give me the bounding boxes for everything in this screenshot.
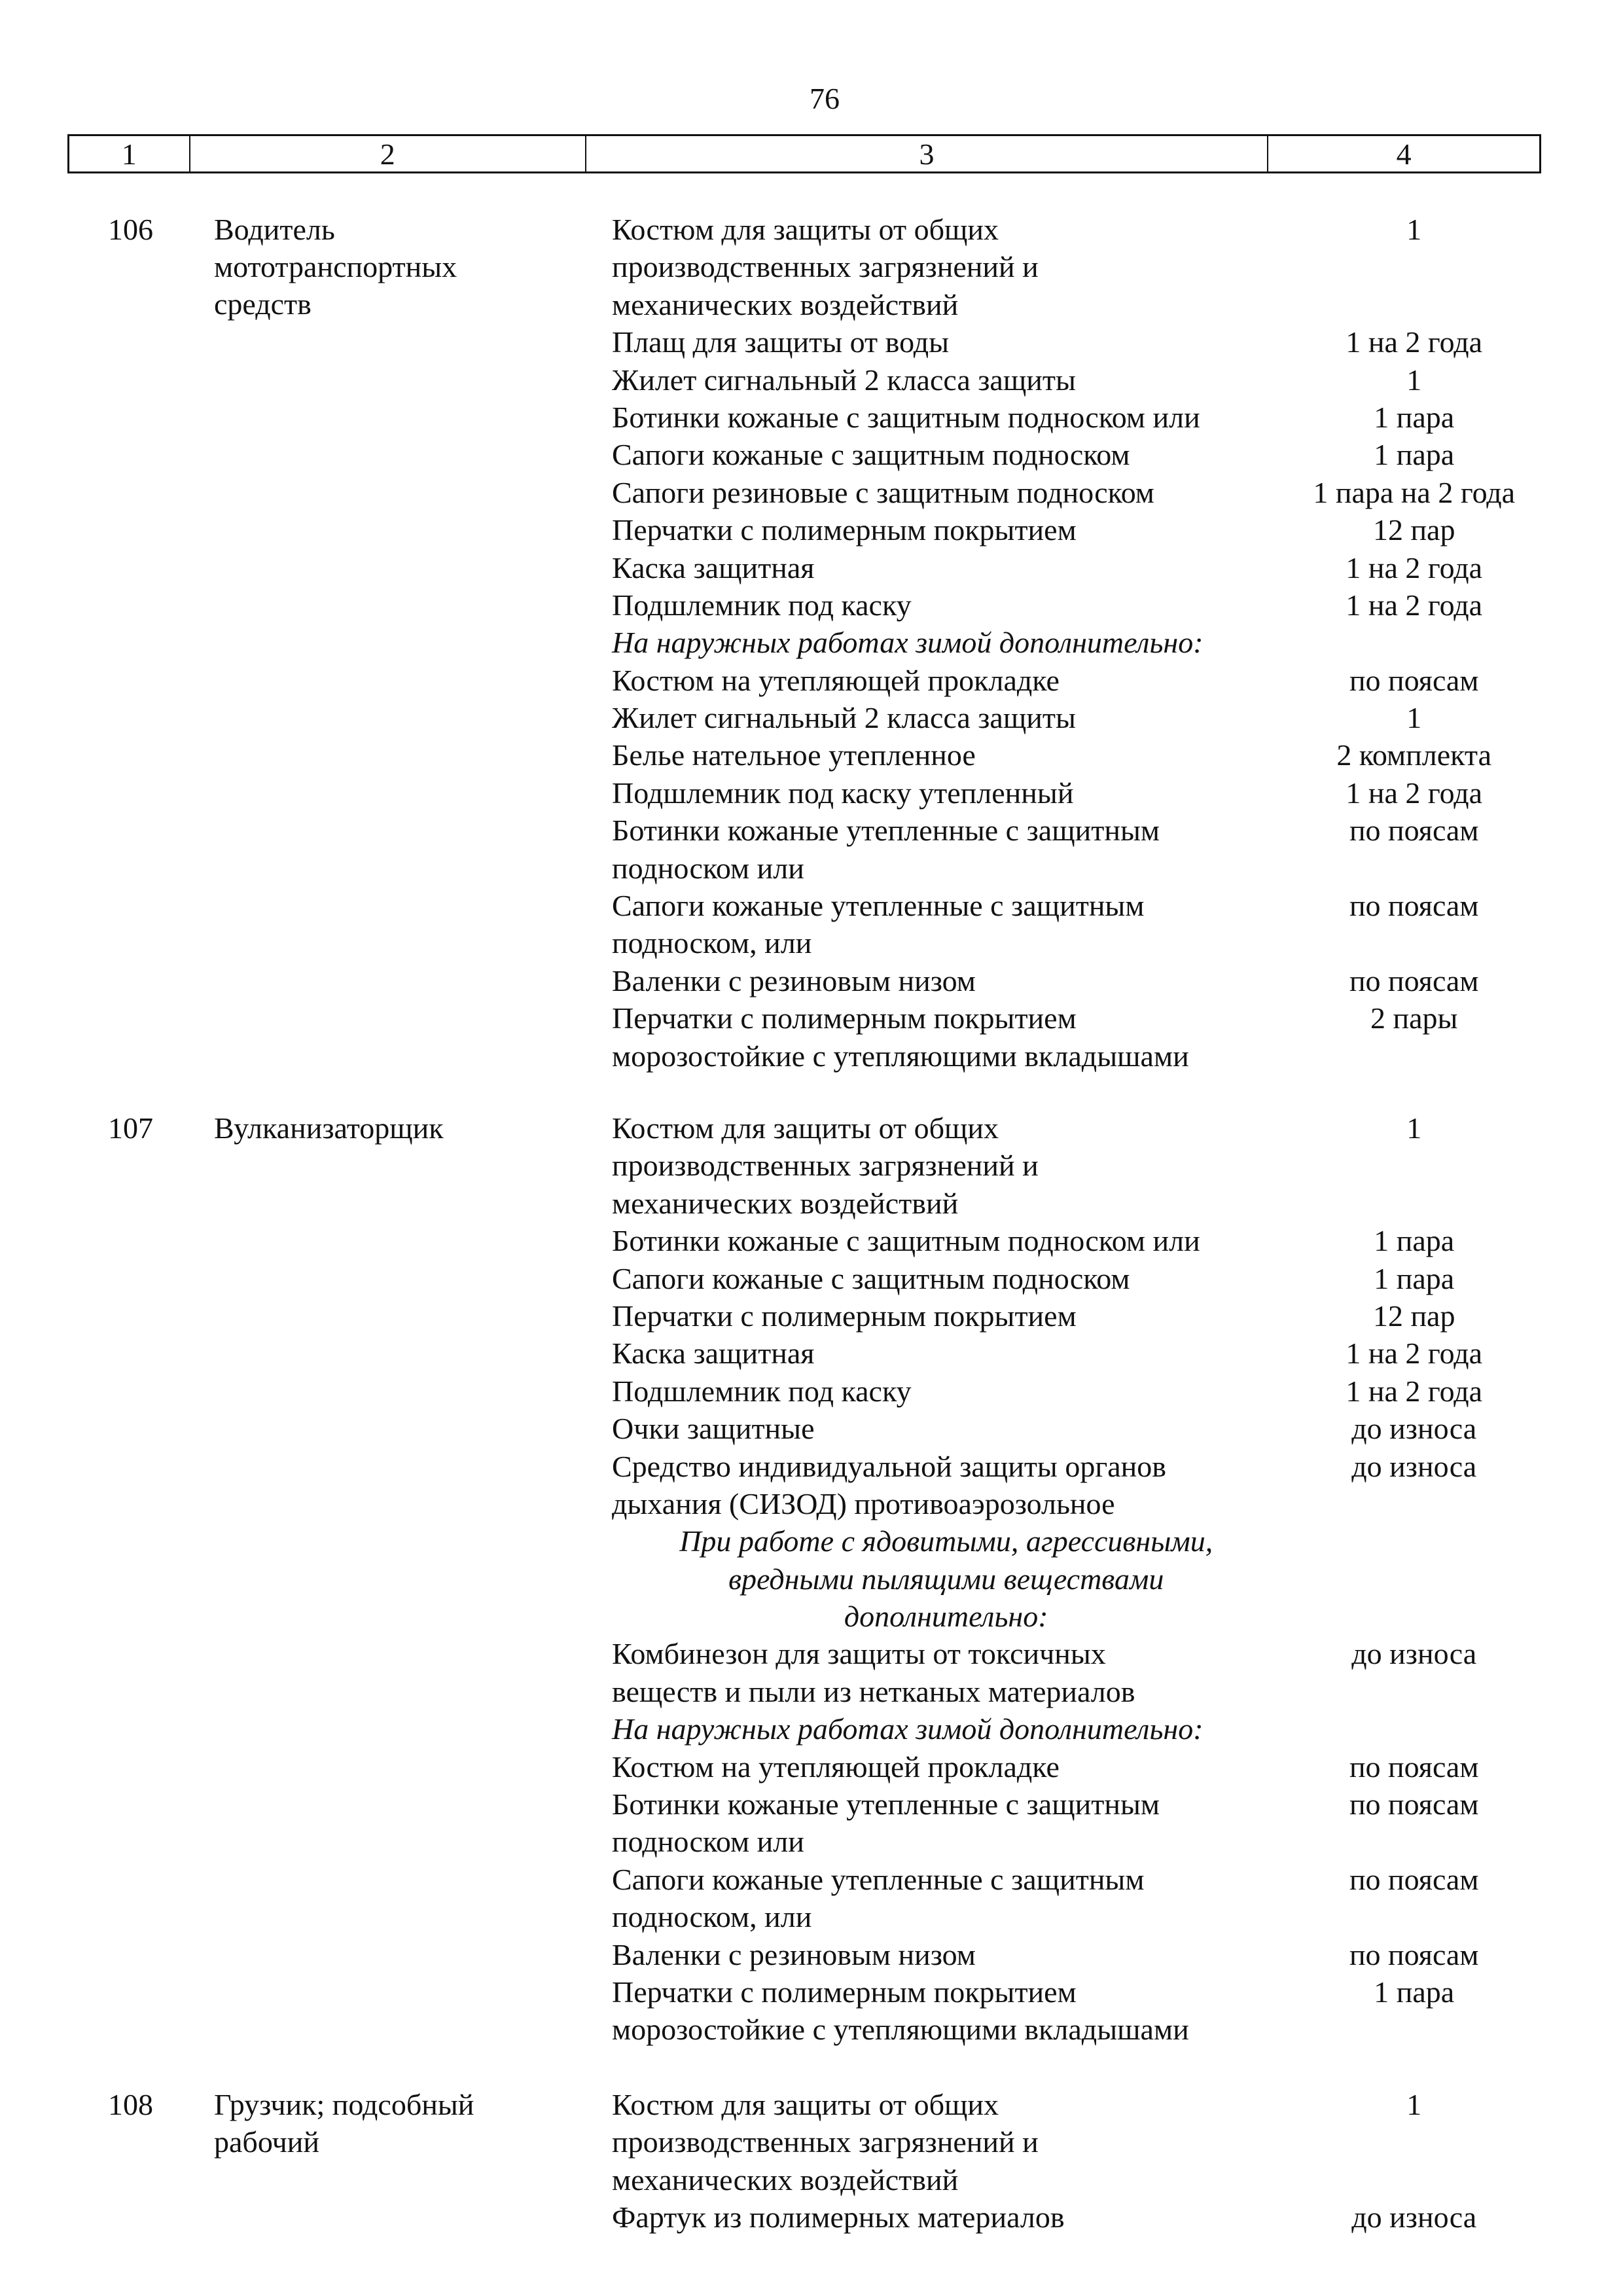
ppe-quantity: по поясам xyxy=(1349,889,1479,923)
ppe-description: Перчатки с полимерным покрытием xyxy=(612,1299,1077,1333)
ppe-line xyxy=(612,1560,1548,1598)
ppe-description: механических воздействий xyxy=(612,2162,959,2197)
ppe-line xyxy=(612,999,1548,1037)
ppe-description: подноском, или xyxy=(612,926,812,960)
ppe-description: Ботинки кожаные утепленные с защитным xyxy=(612,1787,1160,1821)
ppe-quantity: 1 xyxy=(1406,213,1422,246)
ppe-line xyxy=(612,2086,1548,2123)
ppe-description: Ботинки кожаные утепленные с защитным xyxy=(612,814,1160,848)
ppe-description: Перчатки с полимерным покрытием xyxy=(612,1975,1077,2009)
ppe-line xyxy=(612,1147,1548,1184)
ppe-description: Сапоги кожаные с защитным подноском xyxy=(612,438,1130,472)
ppe-quantity xyxy=(1280,1485,1548,1522)
ppe-quantity: 2 пары xyxy=(1370,1001,1458,1035)
ppe-quantity xyxy=(1280,1598,1548,1635)
ppe-quantity xyxy=(1280,1560,1548,1598)
ppe-quantity: 1 xyxy=(1406,701,1422,735)
ppe-line xyxy=(612,2198,1548,2236)
ppe-line xyxy=(612,962,1548,999)
ppe-line xyxy=(612,1335,1548,1372)
ppe-description: подноском или xyxy=(612,1825,804,1859)
ppe-quantity: 1 на 2 года xyxy=(1346,776,1483,810)
ppe-quantity xyxy=(1280,2123,1548,2161)
ppe-line xyxy=(612,1222,1548,1259)
ppe-description: Жилет сигнальный 2 класса защиты xyxy=(612,701,1076,735)
ppe-quantity: до износа xyxy=(1351,1412,1477,1446)
ppe-description: На наружных работах зимой дополнительно: xyxy=(612,1712,1204,1746)
ppe-line xyxy=(612,924,1548,961)
ppe-line xyxy=(612,1185,1548,1222)
ppe-line xyxy=(612,1037,1548,1075)
ppe-description: Жилет сигнальный 2 класса защиты xyxy=(612,363,1076,397)
ppe-quantity xyxy=(1280,624,1548,661)
ppe-description: Подшлемник под каску xyxy=(612,588,912,622)
ppe-quantity: до износа xyxy=(1351,1449,1477,1483)
ppe-description: производственных загрязнений и xyxy=(612,2125,1039,2159)
ppe-line xyxy=(612,1109,1548,1147)
ppe-quantity: 1 пара xyxy=(1374,438,1455,472)
ppe-description: Каска защитная xyxy=(612,1336,815,1371)
ppe-description: Сапоги кожаные с защитным подноском xyxy=(612,1261,1130,1295)
ppe-line xyxy=(612,1973,1548,2011)
job-title-line: Водитель xyxy=(214,213,335,246)
ppe-line xyxy=(612,1936,1548,1973)
ppe-description: Валенки с резиновым низом xyxy=(612,963,976,997)
ppe-quantity xyxy=(1280,1185,1548,1222)
ppe-quantity: по поясам xyxy=(1349,963,1479,997)
ppe-quantity: 1 xyxy=(1406,2088,1422,2121)
ppe-quantity: по поясам xyxy=(1349,1787,1479,1821)
ppe-quantity: 1 на 2 года xyxy=(1346,550,1483,584)
ppe-line xyxy=(612,1485,1548,1522)
ppe-quantity: 1 пара xyxy=(1374,1224,1455,1258)
ppe-line xyxy=(612,2011,1548,2048)
row-number: 108 xyxy=(108,2088,153,2121)
ppe-description: Перчатки с полимерным покрытием xyxy=(612,513,1077,547)
ppe-line xyxy=(612,1861,1548,1898)
ppe-line xyxy=(612,1522,1548,1560)
ppe-quantity xyxy=(1280,1673,1548,1710)
ppe-quantity: 1 на 2 года xyxy=(1346,1336,1483,1371)
ppe-line xyxy=(612,624,1548,661)
ppe-line xyxy=(612,2123,1548,2161)
ppe-line xyxy=(612,211,1548,248)
ppe-line xyxy=(612,248,1548,285)
ppe-line xyxy=(612,850,1548,887)
ppe-description: дополнительно: xyxy=(844,1600,1048,1634)
ppe-description: Подшлемник под каску утепленный xyxy=(612,776,1074,810)
ppe-line xyxy=(612,511,1548,548)
ppe-quantity xyxy=(1280,1147,1548,1184)
ppe-line xyxy=(612,1748,1548,1785)
ppe-line xyxy=(612,323,1548,361)
ppe-description: Ботинки кожаные с защитным подноском или xyxy=(612,400,1200,434)
header-col-3: 3 xyxy=(586,136,1268,171)
ppe-description: механических воздействий xyxy=(612,287,959,321)
ppe-quantity xyxy=(1280,1710,1548,1748)
ppe-line xyxy=(612,699,1548,736)
ppe-quantity xyxy=(1280,286,1548,323)
ppe-description: производственных загрязнений и xyxy=(612,250,1039,284)
ppe-description: Перчатки с полимерным покрытием xyxy=(612,1001,1077,1035)
ppe-description: Фартук из полимерных материалов xyxy=(612,2200,1065,2234)
ppe-quantity: 1 на 2 года xyxy=(1346,325,1483,359)
ppe-quantity: до износа xyxy=(1351,1637,1477,1671)
ppe-quantity: по поясам xyxy=(1349,1749,1479,1784)
ppe-line xyxy=(612,474,1548,511)
header-col-4: 4 xyxy=(1396,137,1412,171)
ppe-description: Костюм для защиты от общих xyxy=(612,1111,999,1145)
ppe-items xyxy=(612,2086,1548,2236)
ppe-line xyxy=(612,1297,1548,1335)
ppe-description: Костюм на утепляющей прокладке xyxy=(612,663,1060,697)
ppe-line xyxy=(612,1410,1548,1447)
ppe-description: веществ и пыли из нетканых материалов xyxy=(612,1674,1135,1708)
ppe-line xyxy=(612,1635,1548,1672)
ppe-line xyxy=(612,1823,1548,1860)
ppe-description: Плащ для защиты от воды xyxy=(612,325,950,359)
ppe-line xyxy=(612,1785,1548,1823)
ppe-line xyxy=(612,1448,1548,1485)
ppe-quantity: 2 комплекта xyxy=(1336,738,1491,772)
ppe-line xyxy=(612,1260,1548,1297)
ppe-description: вредными пылящими веществами xyxy=(728,1562,1164,1596)
ppe-quantity: 12 пар xyxy=(1372,1299,1455,1333)
job-title-line: Грузчик; подсобный xyxy=(214,2088,474,2121)
ppe-description: Белье нательное утепленное xyxy=(612,738,976,772)
ppe-items xyxy=(612,211,1548,1075)
job-title-line: рабочий xyxy=(214,2125,319,2159)
ppe-quantity xyxy=(1280,1823,1548,1860)
ppe-quantity: 1 пара на 2 года xyxy=(1313,475,1516,509)
ppe-line xyxy=(612,286,1548,323)
ppe-description: Ботинки кожаные с защитным подноском или xyxy=(612,1224,1200,1258)
ppe-quantity xyxy=(1280,924,1548,961)
ppe-quantity xyxy=(1280,1522,1548,1560)
ppe-line xyxy=(612,812,1548,849)
ppe-quantity xyxy=(1280,1037,1548,1075)
job-title-line: мототранспортных xyxy=(214,250,457,283)
ppe-quantity xyxy=(1280,850,1548,887)
ppe-description: При работе с ядовитыми, агрессивными, xyxy=(679,1524,1213,1558)
ppe-description: Очки защитные xyxy=(612,1412,815,1446)
ppe-line xyxy=(612,662,1548,699)
ppe-line xyxy=(612,361,1548,399)
ppe-description: Костюм для защиты от общих xyxy=(612,2088,999,2121)
ppe-quantity: по поясам xyxy=(1349,814,1479,848)
job-title xyxy=(214,2086,580,2161)
ppe-line xyxy=(612,436,1548,473)
header-col-2: 2 xyxy=(190,136,586,171)
ppe-line xyxy=(612,774,1548,812)
ppe-line xyxy=(612,1673,1548,1710)
ppe-quantity: 12 пар xyxy=(1372,513,1455,547)
ppe-description: Костюм для защиты от общих xyxy=(612,213,999,246)
table-header-row xyxy=(67,134,1541,173)
ppe-description: морозостойкие с утепляющими вкладышами xyxy=(612,1039,1189,1073)
ppe-description: Валенки с резиновым низом xyxy=(612,1937,976,1971)
ppe-description: Сапоги кожаные утепленные с защитным xyxy=(612,889,1145,923)
ppe-line xyxy=(612,1598,1548,1635)
ppe-quantity: 1 xyxy=(1406,363,1422,397)
ppe-line xyxy=(612,549,1548,586)
ppe-description: На наружных работах зимой дополнительно: xyxy=(612,626,1204,660)
ppe-description: Средство индивидуальной защиты органов xyxy=(612,1449,1166,1483)
ppe-quantity: по поясам xyxy=(1349,1937,1479,1971)
ppe-line xyxy=(612,1710,1548,1748)
ppe-quantity: до износа xyxy=(1351,2200,1477,2234)
row-number: 107 xyxy=(108,1111,153,1145)
page-number: 76 xyxy=(810,82,840,115)
ppe-description: механических воздействий xyxy=(612,1186,959,1220)
ppe-quantity xyxy=(1280,2011,1548,2048)
ppe-description: подноском, или xyxy=(612,1900,812,1934)
ppe-quantity: 1 на 2 года xyxy=(1346,1374,1483,1408)
job-title xyxy=(214,1109,580,1147)
ppe-quantity: по поясам xyxy=(1349,663,1479,697)
job-title xyxy=(214,211,580,323)
ppe-line xyxy=(612,2161,1548,2198)
ppe-quantity xyxy=(1280,248,1548,285)
ppe-line xyxy=(612,586,1548,624)
ppe-line xyxy=(612,1372,1548,1410)
ppe-items xyxy=(612,1109,1548,2049)
ppe-description: Сапоги кожаные утепленные с защитным xyxy=(612,1862,1145,1896)
ppe-description: Каска защитная xyxy=(612,550,815,584)
ppe-quantity xyxy=(1280,2161,1548,2198)
ppe-quantity: 1 на 2 года xyxy=(1346,588,1483,622)
ppe-description: Костюм на утепляющей прокладке xyxy=(612,1749,1060,1784)
ppe-quantity: 1 пара xyxy=(1374,400,1455,434)
ppe-description: Сапоги резиновые с защитным подноском xyxy=(612,475,1154,509)
row-number: 106 xyxy=(108,213,153,246)
job-title-line: Вулканизаторщик xyxy=(214,1111,444,1145)
ppe-line xyxy=(612,1898,1548,1935)
ppe-quantity: 1 xyxy=(1406,1111,1422,1145)
ppe-description: Подшлемник под каску xyxy=(612,1374,912,1408)
ppe-quantity: 1 пара xyxy=(1374,1975,1455,2009)
ppe-line xyxy=(612,887,1548,924)
ppe-description: подноском или xyxy=(612,851,804,885)
header-col-1: 1 xyxy=(69,136,190,171)
ppe-description: дыхания (СИЗОД) противоаэрозольное xyxy=(612,1486,1115,1520)
ppe-quantity xyxy=(1280,1898,1548,1935)
ppe-quantity: 1 пара xyxy=(1374,1261,1455,1295)
ppe-line xyxy=(612,399,1548,436)
job-title-line: средств xyxy=(214,287,312,321)
ppe-line xyxy=(612,736,1548,774)
ppe-description: Комбинезон для защиты от токсичных xyxy=(612,1637,1106,1671)
ppe-quantity: по поясам xyxy=(1349,1862,1479,1896)
ppe-description: морозостойкие с утепляющими вкладышами xyxy=(612,2013,1189,2047)
ppe-description: производственных загрязнений и xyxy=(612,1149,1039,1183)
